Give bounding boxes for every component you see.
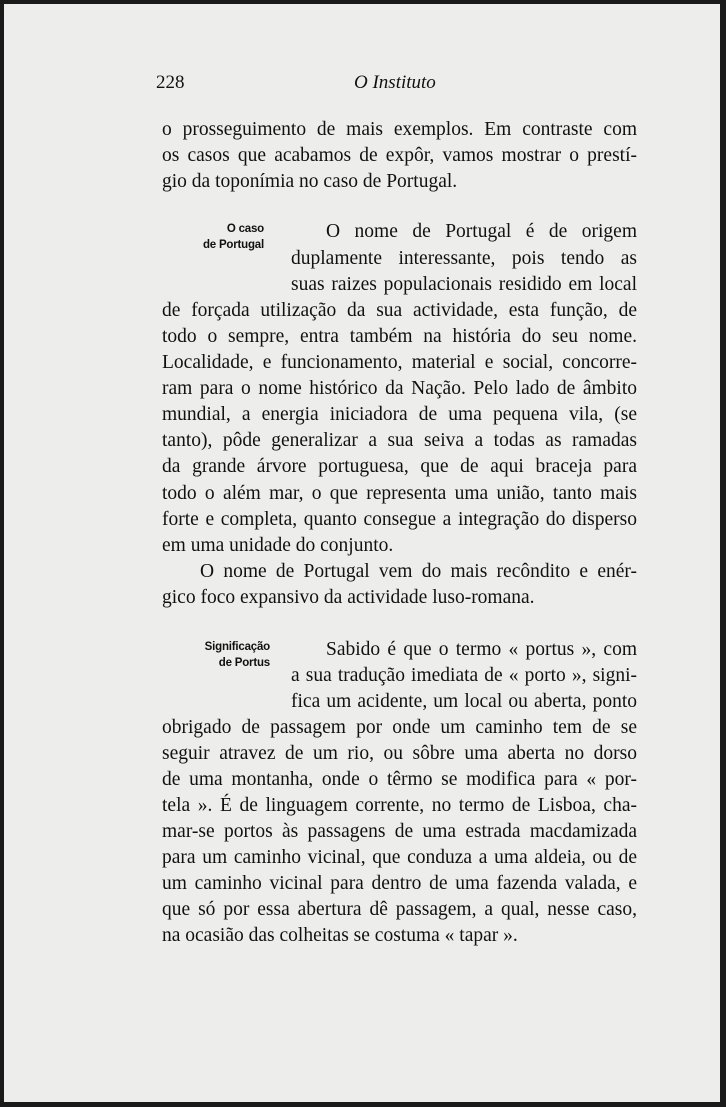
text-line: todo o sempre, entra também na história do seu nome. (162, 326, 637, 347)
margin-note-o-caso (154, 221, 264, 253)
text-line: fica um acidente, um local ou aberta, ponto (291, 691, 637, 712)
text-line: O nome de Portugal vem do mais recôndito e enér- (200, 561, 637, 582)
running-title: O Instituto (354, 72, 436, 93)
text-line: na ocasião das colheitas se costuma « tapar ». (162, 925, 518, 946)
text-line: tanto), pôde generalizar a sua seiva a todas as ramadas (162, 430, 637, 451)
text-line: todo o além mar, o que representa uma união, tanto mais (162, 483, 637, 504)
text-line: duplamente interessante, pois tendo as (291, 248, 637, 269)
running-header (4, 72, 720, 100)
margin-note-significacao (154, 639, 270, 671)
text-line: Sabido é que o termo « portus », com (326, 639, 637, 660)
text-line: a sua tradução imediata de « porto », signi- (291, 665, 637, 686)
margin-note-line: de Portugal (202, 239, 264, 251)
text-line: O nome de Portugal é de origem (326, 221, 637, 242)
text-line: Localidade, e funcionamento, material e social, concorre- (162, 352, 637, 373)
text-line: da grande árvore portuguesa, que de aqui braceja para (162, 456, 637, 477)
text-line: suas raizes populacionais residido em local (291, 274, 637, 295)
text-line: ram para o nome histórico da Nação. Pelo lado de âmbito (162, 378, 637, 399)
text-line: forte e completa, quanto consegue a integração do disperso (162, 509, 637, 530)
book-page (4, 4, 720, 1102)
text-line: os casos que acabamos de expôr, vamos mostrar o prestí- (162, 145, 637, 166)
text-line: mar-se portos às passagens de uma estrada macdamizada (162, 821, 637, 842)
text-line: de uma montanha, onde o têrmo se modifica para « por- (162, 769, 637, 790)
text-line: obrigado de passagem por onde um caminho tem de se (162, 717, 637, 738)
text-line: o prosseguimento de mais exemplos. Em contraste com (162, 119, 637, 140)
margin-note-line: Significação (204, 641, 270, 653)
text-line: em uma unidade do conjunto. (162, 535, 394, 556)
text-line: de forçada utilização da sua actividade, esta função, de (162, 300, 637, 321)
margin-note-line: de Portus (218, 657, 270, 669)
text-line: gio da toponímia no caso de Portugal. (162, 171, 458, 192)
text-line: para um caminho vicinal, que conduza a uma aldeia, ou de (162, 847, 637, 868)
page-number: 228 (156, 72, 185, 93)
text-line: um caminho vicinal para dentro de uma fazenda valada, e (162, 873, 637, 894)
margin-note-line: O caso (226, 223, 264, 235)
text-line: mundial, a energia iniciadora de uma pequena vila, (se (162, 404, 637, 425)
text-line: seguir atravez de um rio, ou sôbre uma aberta no dorso (162, 743, 637, 764)
text-line: gico foco expansivo da actividade luso-romana. (162, 587, 535, 608)
text-line: que só por essa abertura dê passagem, a qual, nesse caso, (162, 899, 637, 920)
text-line: tela ». É de linguagem corrente, no termo de Lisboa, cha- (162, 795, 637, 816)
